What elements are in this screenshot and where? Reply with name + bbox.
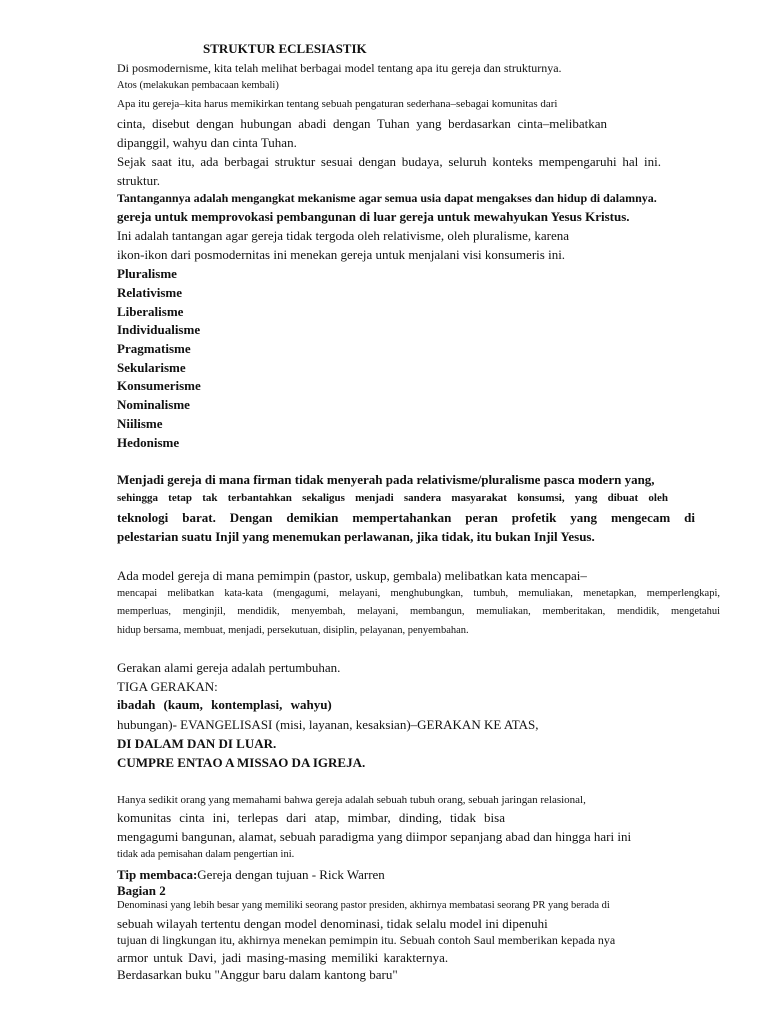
list-item: Sekularisme: [117, 360, 186, 375]
list-item: Pluralisme: [117, 266, 177, 281]
paragraph-line: mencapai melibatkan kata-kata (mengagumi, melayani, menghubungkan, tumbuh, memuliakan, menetapkan, memperlengkapi,: [117, 588, 720, 599]
paragraph-line: dipanggil, wahyu dan cinta Tuhan.: [117, 135, 297, 150]
paragraph-line: DI DALAM DAN DI LUAR.: [117, 736, 277, 751]
paragraph-line: sebuah wilayah tertentu dengan model denominasi, tidak selalu model ini dipenuhi: [117, 916, 548, 931]
paragraph-line: Atos (melakukan pembacaan kembali): [117, 80, 279, 91]
paragraph-line: Gerakan alami gereja adalah pertumbuhan.: [117, 660, 341, 675]
paragraph-line: Berdasarkan buku "Anggur baru dalam kantong baru": [117, 967, 398, 982]
paragraph-line: Apa itu gereja–kita harus memikirkan tentang sebuah pengaturan sederhana–sebagai komunitas dari: [117, 98, 558, 110]
paragraph-line: Tantangannya adalah mengangkat mekanisme agar semua usia dapat mengakses dan hidup di dalamnya.: [117, 191, 657, 205]
paragraph-line: memperluas, menginjil, mendidik, menyembah, melayani, membangun, memuliakan, memberitakan, mendidik, mengetahui: [117, 606, 720, 617]
paragraph-line: teknologi barat. Dengan demikian mempertahankan peran profetik yang mengecam di: [117, 510, 695, 525]
reading-tip: [117, 868, 385, 883]
paragraph-line: ikon-ikon dari posmodernitas ini menekan gereja untuk menjalani visi konsumeris ini.: [117, 247, 566, 262]
list-item: Niilisme: [117, 416, 163, 431]
list-item: Relativisme: [117, 285, 182, 300]
list-item: Konsumerisme: [117, 378, 201, 393]
paragraph-line: TIGA GERAKAN:: [117, 679, 218, 694]
document-title: STRUKTUR ECLESIASTIK: [203, 41, 367, 56]
paragraph-line: struktur.: [117, 173, 160, 188]
paragraph-line: tujuan di lingkungan itu, akhirnya menekan pemimpin itu. Sebuah contoh Saul memberikan kepada nya: [117, 933, 616, 947]
reading-tip-text: Gereja dengan tujuan - Rick Warren: [197, 867, 385, 882]
paragraph-line: CUMPRE ENTAO A MISSAO DA IGREJA.: [117, 755, 366, 770]
paragraph-line: Menjadi gereja di mana firman tidak menyerah pada relativisme/pluralisme pasca modern yang,: [117, 472, 655, 487]
list-item: Pragmatisme: [117, 341, 191, 356]
paragraph-line: cinta, disebut dengan hubungan abadi dengan Tuhan yang berdasarkan cinta–melibatkan: [117, 116, 607, 131]
list-item: Nominalisme: [117, 397, 190, 412]
paragraph-line: armor untuk Davi, jadi masing-masing memiliki karakternya.: [117, 950, 449, 965]
paragraph-line: Ini adalah tantangan agar gereja tidak tergoda oleh relativisme, oleh pluralisme, karena: [117, 228, 570, 243]
paragraph-line: pelestarian suatu Injil yang menemukan perlawanan, jika tidak, itu bukan Injil Yesus.: [117, 529, 595, 544]
reading-tip-label: Tip membaca:: [117, 867, 198, 882]
list-item: Liberalisme: [117, 304, 184, 319]
paragraph-line: hubungan)- EVANGELISASI (misi, layanan, kesaksian)–GERAKAN KE ATAS,: [117, 717, 539, 732]
paragraph-line: sehingga tetap tak terbantahkan sekaligus menjadi sandera masyarakat konsumsi, yang dibuat oleh: [117, 492, 668, 504]
list-item: Hedonisme: [117, 435, 180, 450]
paragraph-line: mengagumi bangunan, alamat, sebuah paradigma yang diimpor sepanjang abad dan hingga hari ini: [117, 829, 632, 844]
paragraph-line: Denominasi yang lebih besar yang memiliki seorang pastor presiden, akhirnya membatasi seorang PR yang berada di: [117, 900, 610, 911]
paragraph-line: gereja untuk memprovokasi pembangunan di luar gereja untuk mewahyukan Yesus Kristus.: [117, 209, 630, 224]
paragraph-line: ibadah (kaum, kontemplasi, wahyu): [117, 697, 332, 712]
section-heading: Bagian 2: [117, 883, 166, 898]
paragraph-line: komunitas cinta ini, terlepas dari atap, mimbar, dinding, tidak bisa: [117, 810, 505, 825]
paragraph-line: Ada model gereja di mana pemimpin (pastor, uskup, gembala) melibatkan kata mencapai–: [117, 568, 587, 583]
paragraph-line: Di posmodernisme, kita telah melihat berbagai model tentang apa itu gereja dan strukturnya.: [117, 61, 562, 75]
paragraph-line: hidup bersama, membuat, menjadi, persekutuan, disiplin, pelayanan, penyembahan.: [117, 625, 469, 636]
list-item: Individualisme: [117, 322, 201, 337]
paragraph-line: Hanya sedikit orang yang memahami bahwa gereja adalah sebuah tubuh orang, sebuah jaringan relasional,: [117, 794, 586, 806]
paragraph-line: Sejak saat itu, ada berbagai struktur sesuai dengan budaya, seluruh konteks mempengaruhi hal ini.: [117, 154, 661, 169]
paragraph-line: tidak ada pemisahan dalam pengertian ini.: [117, 849, 295, 860]
